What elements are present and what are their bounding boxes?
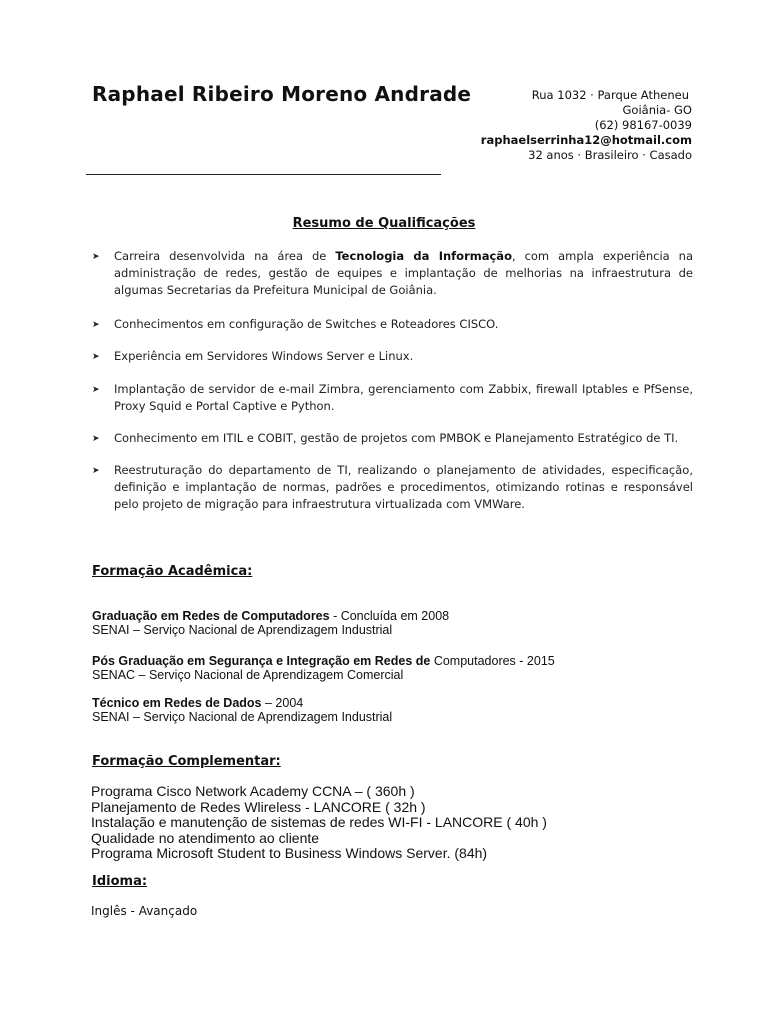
phone: (62) 98167-0039 bbox=[594, 118, 692, 132]
education-title: Formação Acadêmica: bbox=[92, 564, 253, 579]
contact-block bbox=[372, 88, 692, 163]
degree-prefix: Técnico em Redes de Dados bbox=[92, 696, 262, 710]
name-divider bbox=[86, 174, 441, 175]
institution: SENAI – Serviço Nacional de Aprendizagem Industrial bbox=[92, 710, 393, 724]
bullet-arrow-icon: ➤ bbox=[92, 352, 100, 362]
institution: SENAI – Serviço Nacional de Aprendizagem Industrial bbox=[92, 623, 393, 637]
complementary-list bbox=[91, 784, 691, 862]
bullet-arrow-icon: ➤ bbox=[92, 320, 100, 330]
qualifications-list bbox=[92, 248, 693, 513]
address-line-1: Rua 1032 · Parque Atheneu bbox=[531, 88, 689, 102]
degree-suffix: – 2004 bbox=[261, 696, 304, 710]
complementary-item: Programa Cisco Network Academy CCNA – ( 360h ) bbox=[91, 783, 415, 799]
qualification-text: , com ampla experiência na administração de redes, gestão de equipes e implantação de melhorias na infraestrutura de algumas Secretarias da Prefeitura Municipal de Goiânia. bbox=[114, 249, 693, 297]
bullet-arrow-icon: ➤ bbox=[92, 252, 100, 262]
qualification-item bbox=[92, 430, 693, 447]
qualification-bold: Tecnologia da Informação bbox=[335, 249, 512, 263]
qualification-item bbox=[92, 381, 693, 415]
qualification-item bbox=[92, 316, 693, 333]
degree-line bbox=[92, 609, 692, 623]
degree-suffix: Computadores - 2015 bbox=[430, 654, 555, 668]
qualification-text: Conhecimentos em configuração de Switches e Roteadores CISCO. bbox=[114, 317, 499, 331]
degree-prefix: Graduação em bbox=[92, 609, 183, 623]
personal-info: 32 anos · Brasileiro · Casado bbox=[528, 148, 692, 162]
degree-suffix: - Concluída em 2008 bbox=[329, 609, 450, 623]
qualification-item bbox=[92, 348, 693, 365]
bullet-arrow-icon: ➤ bbox=[92, 466, 100, 476]
qualification-item bbox=[92, 462, 693, 513]
qualification-text: Experiência em Servidores Windows Server e Linux. bbox=[114, 349, 414, 363]
bullet-arrow-icon: ➤ bbox=[92, 385, 100, 395]
language-value: Inglês - Avançado bbox=[91, 904, 198, 918]
candidate-name: Raphael Ribeiro Moreno Andrade bbox=[92, 82, 472, 106]
complementary-item: Programa Microsoft Student to Business Windows Server. (84h) bbox=[91, 845, 488, 861]
language-title: Idioma: bbox=[92, 874, 148, 889]
degree-bold: Redes de Computadores bbox=[182, 609, 330, 623]
complementary-item: Instalação e manutenção de sistemas de redes WI-FI - LANCORE ( 40h ) bbox=[91, 814, 547, 830]
institution: SENAC – Serviço Nacional de Aprendizagem Comercial bbox=[92, 668, 404, 682]
complementary-item: Qualidade no atendimento ao cliente bbox=[91, 829, 320, 846]
qualification-text: Carreira desenvolvida na área de bbox=[114, 249, 336, 263]
complementary-title: Formação Complementar: bbox=[92, 754, 281, 769]
qualification-item bbox=[92, 248, 693, 299]
qualification-text: Implantação de servidor de e-mail Zimbra, gerenciamento com Zabbix, firewall Iptables e PfSense, Proxy Squid e Portal Captive e Python. bbox=[114, 382, 693, 413]
degree-line bbox=[92, 696, 692, 710]
email: raphaelserrinha12@hotmail.com bbox=[480, 133, 692, 147]
degree-prefix: Pós Graduação em Segurança e Integração em Redes de bbox=[92, 654, 431, 668]
degree-line bbox=[92, 654, 692, 668]
qualification-text: Conhecimento em ITIL e COBIT, gestão de projetos com PMBOK e Planejamento Estratégico de TI. bbox=[114, 431, 679, 445]
address-line-2: Goiânia- GO bbox=[622, 103, 692, 117]
education-entry bbox=[92, 696, 692, 724]
qualification-text: Reestruturação do departamento de TI, realizando o planejamento de atividades, especificação, definição e implantação de normas, padrões e procedimentos, otimizando rotinas e responsável pelo projeto de migração para infraestrutura virtualizada com VMWare. bbox=[114, 463, 693, 511]
education-entry bbox=[92, 654, 692, 682]
bullet-arrow-icon: ➤ bbox=[92, 434, 100, 444]
education-entry bbox=[92, 609, 692, 637]
qualifications-title: Resumo de Qualificações bbox=[292, 216, 476, 231]
complementary-item: Planejamento de Redes Wlireless - LANCORE ( 32h ) bbox=[91, 798, 426, 815]
